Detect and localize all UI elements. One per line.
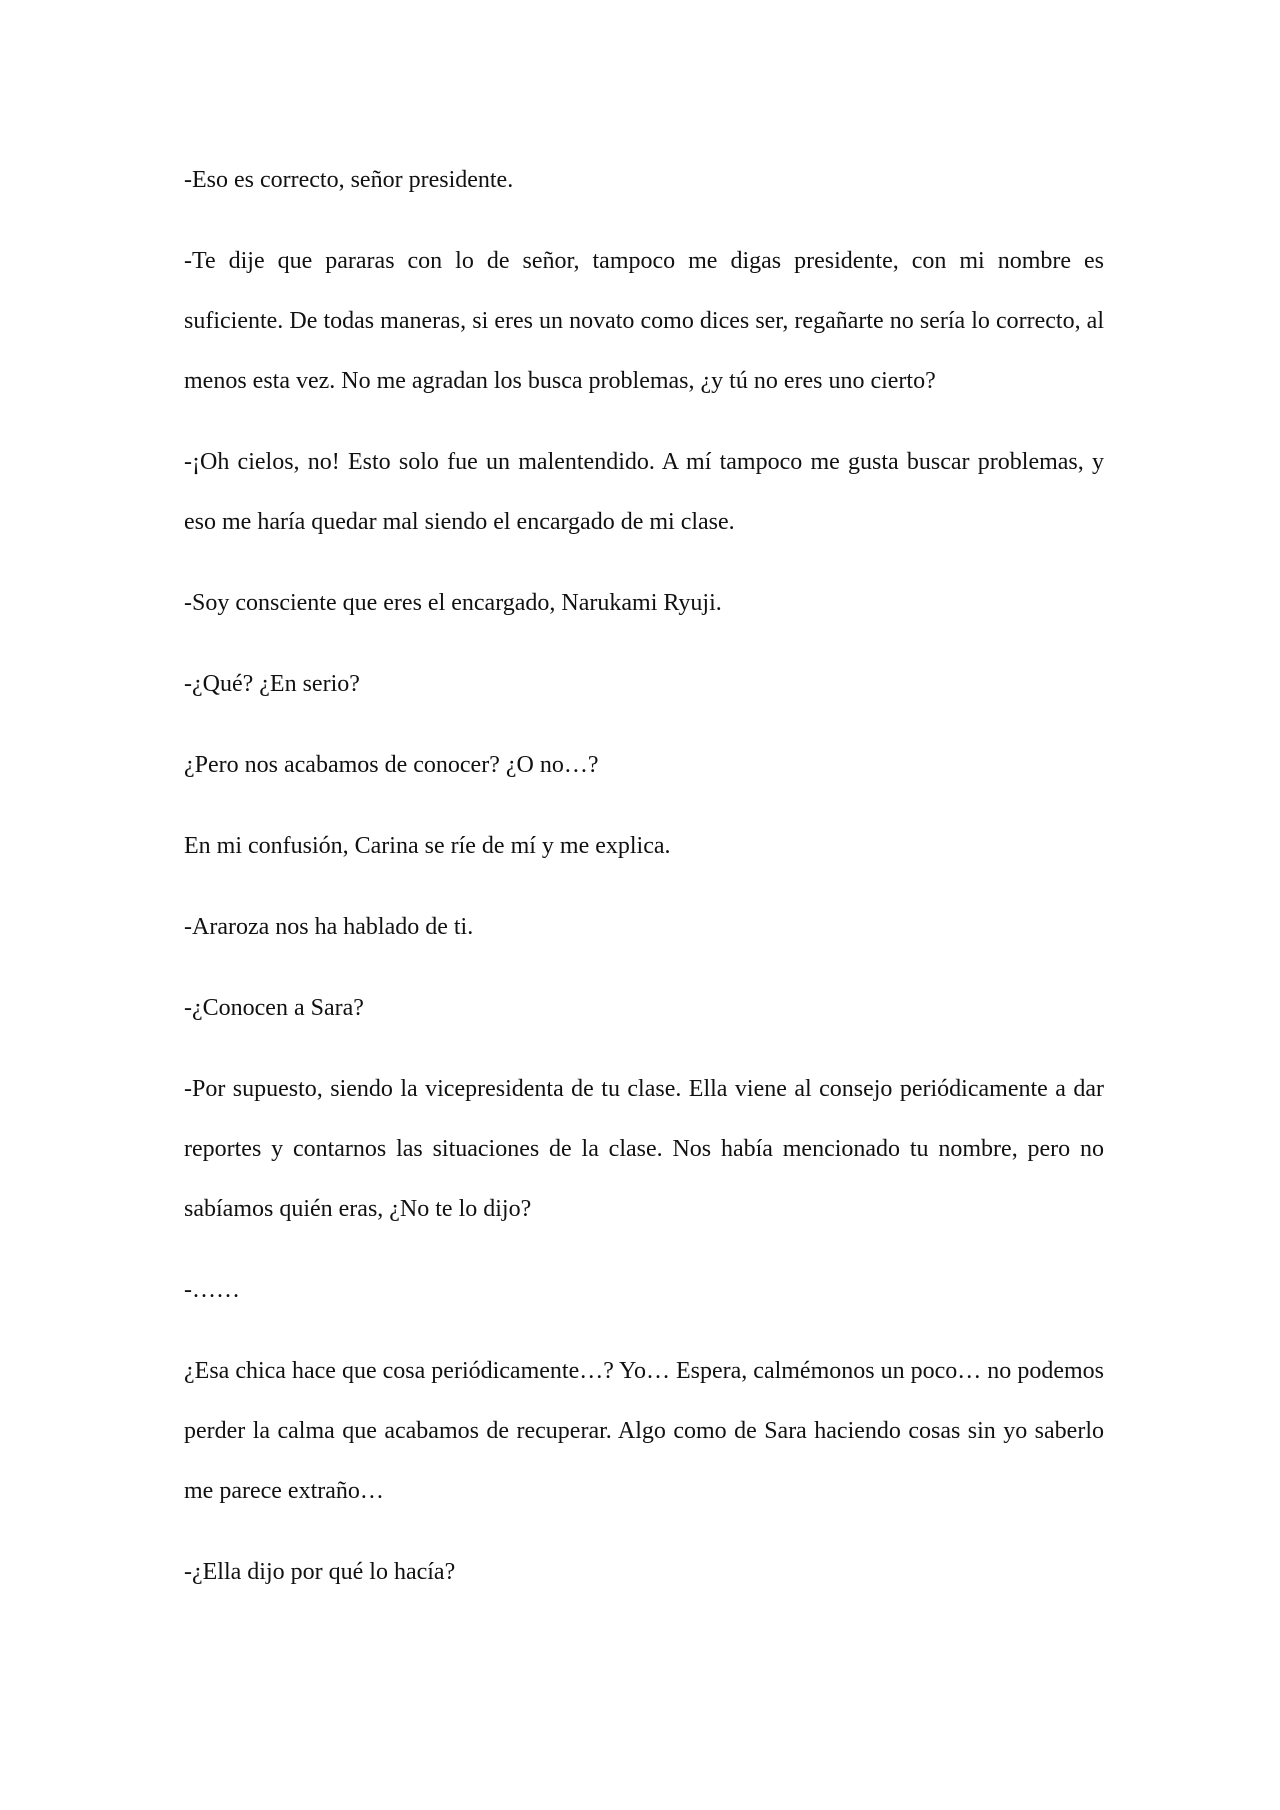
paragraph: -¡Oh cielos, no! Esto solo fue un malentendido. A mí tampoco me gusta buscar problemas, y eso me haría quedar mal siendo el encargado de mi clase. — [184, 449, 1104, 535]
paragraph: -Araroza nos ha hablado de ti. — [184, 914, 474, 940]
paragraph: -Por supuesto, siendo la vicepresidenta de tu clase. Ella viene al consejo periódicamente a dar reportes y contarnos las situaciones de la clase. Nos había mencionado tu nombre, pero no sabíamos quién eras, ¿No te lo dijo? — [184, 1076, 1104, 1222]
paragraph: ¿Pero nos acabamos de conocer? ¿O no…? — [184, 752, 599, 778]
paragraph: -Eso es correcto, señor presidente. — [184, 167, 514, 193]
paragraph: ¿Esa chica hace que cosa periódicamente…? Yo… Espera, calmémonos un poco… no podemos perder la calma que acabamos de recuperar. Algo como de Sara haciendo cosas sin yo saberlo me parece extraño… — [184, 1358, 1104, 1504]
paragraph: -Soy consciente que eres el encargado, Narukami Ryuji. — [184, 590, 722, 616]
paragraph: -…… — [184, 1277, 240, 1303]
paragraph: -¿Qué? ¿En serio? — [184, 671, 360, 697]
paragraph: -¿Conocen a Sara? — [184, 995, 364, 1021]
paragraph: -¿Ella dijo por qué lo hacía? — [184, 1559, 456, 1585]
document-body — [184, 150, 1104, 1623]
paragraph: -Te dije que pararas con lo de señor, tampoco me digas presidente, con mi nombre es suficiente. De todas maneras, si eres un novato como dices ser, regañarte no sería lo correcto, al menos esta vez. No me agradan los busca problemas, ¿y tú no eres uno cierto? — [184, 248, 1104, 394]
paragraph: En mi confusión, Carina se ríe de mí y me explica. — [184, 833, 671, 859]
